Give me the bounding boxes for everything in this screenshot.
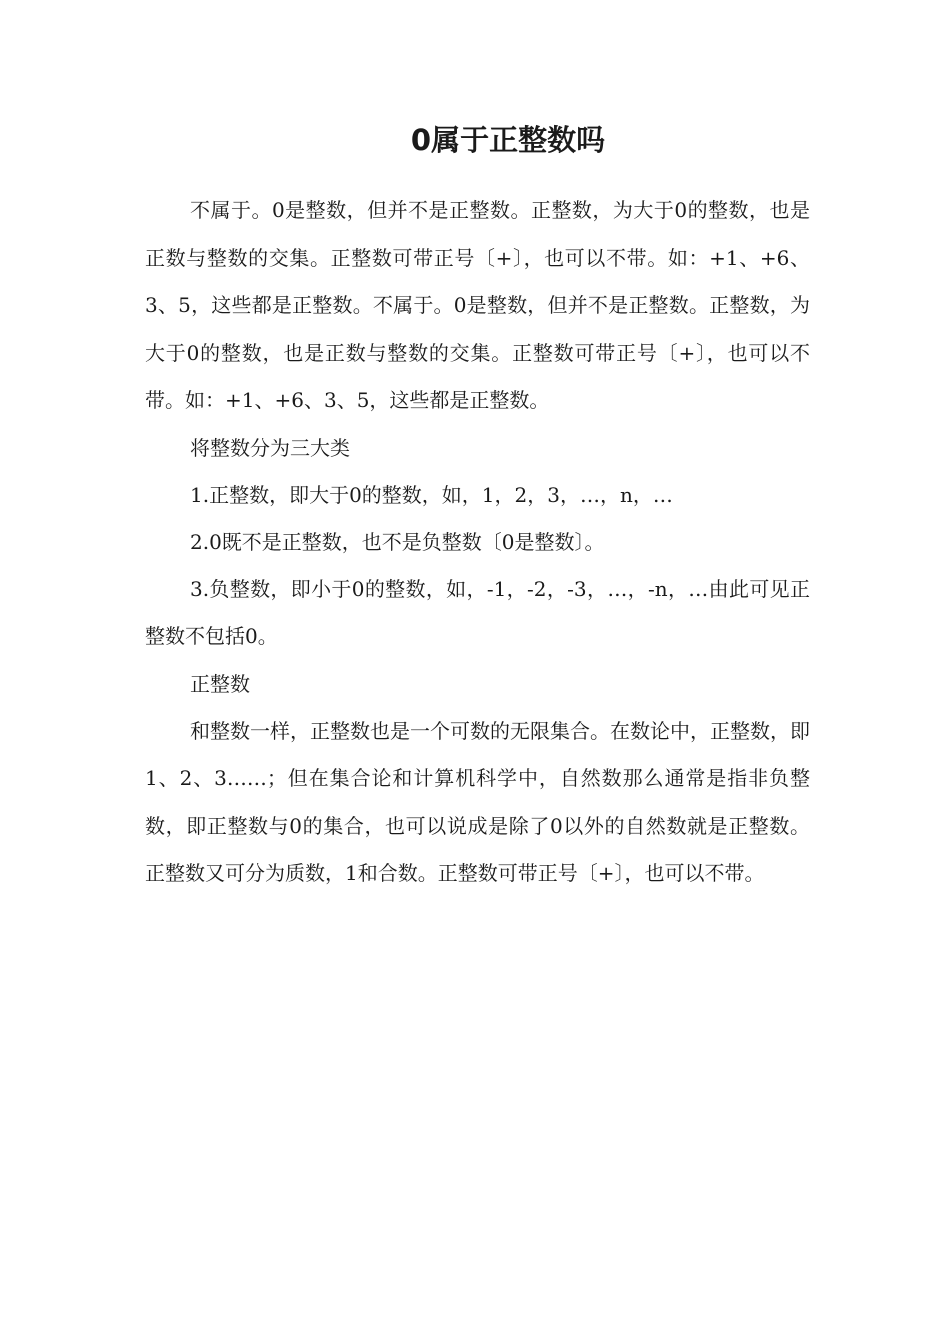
paragraph-classification-heading: 将整数分为三大类 [190, 435, 350, 460]
paragraph-positive-integers-detail: 和整数一样，正整数也是一个可数的无限集合。在数论中，正整数，即1、2、3……；但在集合论和计算机科学中，自然数那么通常是指非负整数，即正整数与0的集合，也可以说成是除了0以外的自然数就是正整数。正整数又可分为质数，1和合数。正整数可带正号〔+〕，也可以不带。 [145, 718, 810, 885]
list-item-negative-integers: 3.负整数，即小于0的整数，如，-1，-2，-3，…，-n，…由此可见正整数不包括0。 [145, 576, 810, 648]
list-item-zero: 2.0既不是正整数，也不是负整数〔0是整数〕。 [190, 529, 605, 554]
document-title: 0属于正整数吗 [410, 123, 606, 157]
document-body [145, 187, 810, 898]
list-item-positive-integers: 1.正整数，即大于0的整数，如，1，2，3，…，n，… [190, 482, 673, 507]
paragraph-intro: 不属于。0是整数，但并不是正整数。正整数，为大于0的整数，也是正数与整数的交集。正整数可带正号〔+〕，也可以不带。如：+1、+6、3、5，这些都是正整数。不属于。0是整数，但并不是正整数。正整数，为大于0的整数，也是正数与整数的交集。正整数可带正号〔+〕，也可以不带。如：+1、+6、3、5，这些都是正整数。 [145, 198, 810, 412]
section-heading-positive-integers: 正整数 [190, 671, 250, 696]
